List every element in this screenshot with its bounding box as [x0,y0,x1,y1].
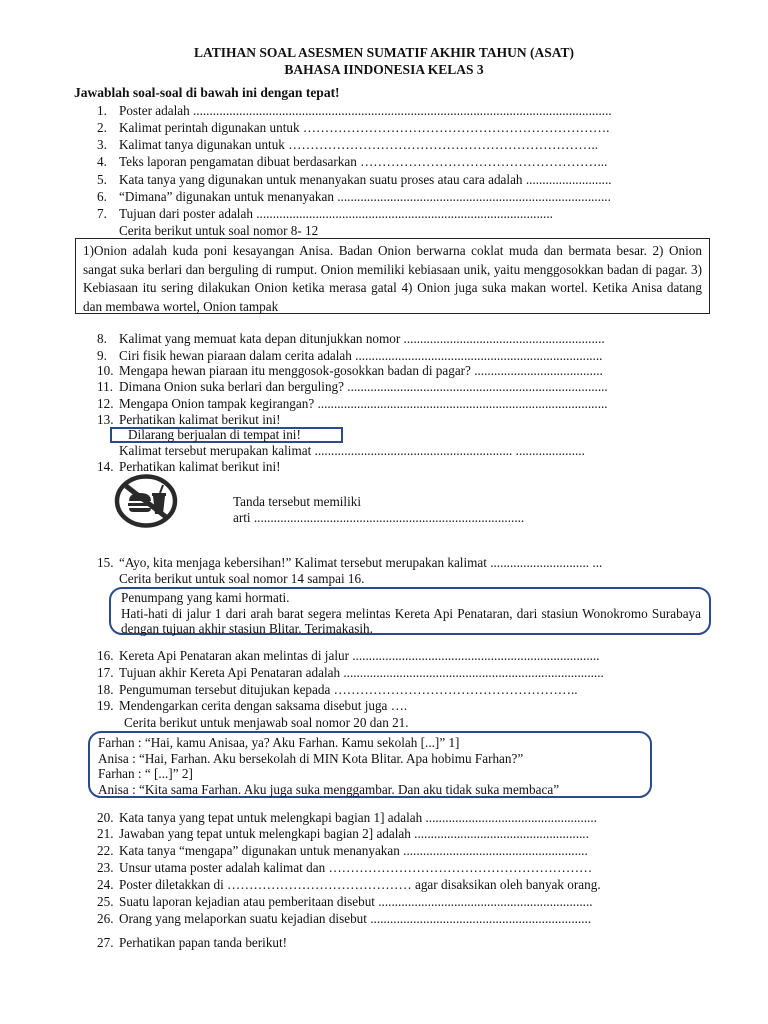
question-16: 16. Kereta Api Penataran akan melintas di jalur ........................................................................... [97,648,600,663]
dialog-line-4: Anisa : “Kita sama Farhan. Aku juga suka menggambar. Dan aku tidak suka membaca” [98,781,560,797]
question-4: 4. Teks laporan pengamatan dibuat berdasarkan ………………………………………………... [97,154,608,169]
question-22: 22. Kata tanya “mengapa” digunakan untuk menanyakan ........................................................ [97,843,588,858]
question-8: 8. Kalimat yang memuat kata depan ditunjukkan nomor ............................................................. [97,331,605,346]
question-10: 10. Mengapa hewan piaraan itu menggosok-gosokkan badan di pagar? ....................................... [97,363,603,378]
dialog-box [88,731,652,798]
story1-caption: Cerita berikut untuk soal nomor 8- 12 [119,223,319,238]
header-line-2: BAHASA IINDONESIA KELAS 3 [284,62,484,77]
question-9: 9. Ciri fisik hewan piaraan dalam cerita adalah ........................................................................... [97,348,603,363]
story2-caption: Cerita berikut untuk soal nomor 14 sampai 16. [119,571,365,586]
question-1: 1. Poster adalah ............................................................................................................................... [97,103,612,118]
question-12: 12. Mengapa Onion tampak kegirangan? ........................................................................................ [97,396,608,411]
question-23: 23. Unsur utama poster adalah kalimat dan …………………………………………………… [97,860,593,875]
question-11: 11. Dimana Onion suka berlari dan berguling? ............................................................................... [97,379,608,394]
sign-meaning-line-2: arti .................................................................................. [233,510,525,525]
story2-box [109,587,711,635]
question-3: 3. Kalimat tanya digunakan untuk …………………………………………………………….. [97,137,599,152]
question-17: 17. Tujuan akhir Kereta Api Penataran adalah ............................................................................... [97,665,604,680]
question-15: 15. “Ayo, kita menjaga kebersihan!” Kalimat tersebut merupakan kalimat .............................. ... [97,555,603,570]
dialog-line-1: Farhan : “Hai, kamu Anisaa, ya? Aku Farhan. Kamu sekolah [...]” 1] [98,735,460,750]
story2-line-1: Penumpang yang kami hormati. [121,590,290,605]
question-7: 7. Tujuan dari poster adalah .......................................................................................... [97,206,553,221]
question-13: 13. Perhatikan kalimat berikut ini! [97,412,281,427]
instruction: Jawablah soal-soal di bawah ini dengan tepat! [74,85,340,100]
question-25: 25. Suatu laporan kejadian atau pemberitaan disebut ................................................................. [97,894,593,909]
question-20: 20. Kata tanya yang tepat untuk melengkapi bagian 1] adalah .................................................... [97,810,597,825]
question-14: 14. Perhatikan kalimat berikut ini! [97,459,281,474]
q13-sentence-box: Dilarang berjualan di tempat ini! [110,427,343,443]
dialog-line-3: Farhan : “ [...]” 2] [98,766,193,781]
question-5: 5. Kata tanya yang digunakan untuk menanyakan suatu proses atau cara adalah .......................... [97,172,612,187]
question-26: 26. Orang yang melaporkan suatu kejadian disebut ................................................................... [97,911,592,926]
question-19: 19. Mendengarkan cerita dengan saksama disebut juga …. [97,698,408,713]
q13-followup: Kalimat tersebut merupakan kalimat ............................................................ ..................... [119,443,585,458]
story1-box: 1)Onion adalah kuda poni kesayangan Anisa. Badan Onion berwarna coklat muda dan bermata besar. 2) Onion sangat suka berlari dan berguling di rumput. Onion memiliki kebiasaan unik, yaitu menggosokkan badan di pagar. 3) Kebiasaan itu sering dilakukan Onion ketika merasa gatal 4) Onion juga suka makan wortel. Ketika Anisa datang dan membawa wortel, Onion tampak [75,238,710,314]
question-24: 24. Poster diletakkan di …………………………………… agar disaksikan oleh banyak orang. [97,877,601,892]
dialog-line-2: Anisa : “Hai, Farhan. Aku bersekolah di MIN Kota Blitar. Apa hobimu Farhan?” [98,750,524,766]
question-2: 2. Kalimat perintah digunakan untuk ……………………………………………………………. [97,120,610,135]
no-food-sign-icon [114,474,178,528]
header-line-1: LATIHAN SOAL ASESMEN SUMATIF AKHIR TAHUN (ASAT) [193,45,575,60]
story2-line-2: Hati-hati di jalur 1 dari arah barat segera melintas Kereta Api Penataran, dari stasiun Wonokromo Surabaya dengan tujuan akhir stasiun Blitar. Terimakasih. [121,605,701,636]
question-18: 18. Pengumuman tersebut ditujukan kepada ……………………………………………….. [97,682,578,697]
story3-caption: Cerita berikut untuk menjawab soal nomor 20 dan 21. [124,715,409,730]
sign-meaning-line-1: Tanda tersebut memiliki [233,494,361,509]
question-27: 27. Perhatikan papan tanda berikut! [97,935,288,950]
question-21: 21. Jawaban yang tepat untuk melengkapi bagian 2] adalah ..................................................... [97,826,589,841]
question-6: 6. “Dimana” digunakan untuk menanyakan ................................................................................... [97,189,611,204]
